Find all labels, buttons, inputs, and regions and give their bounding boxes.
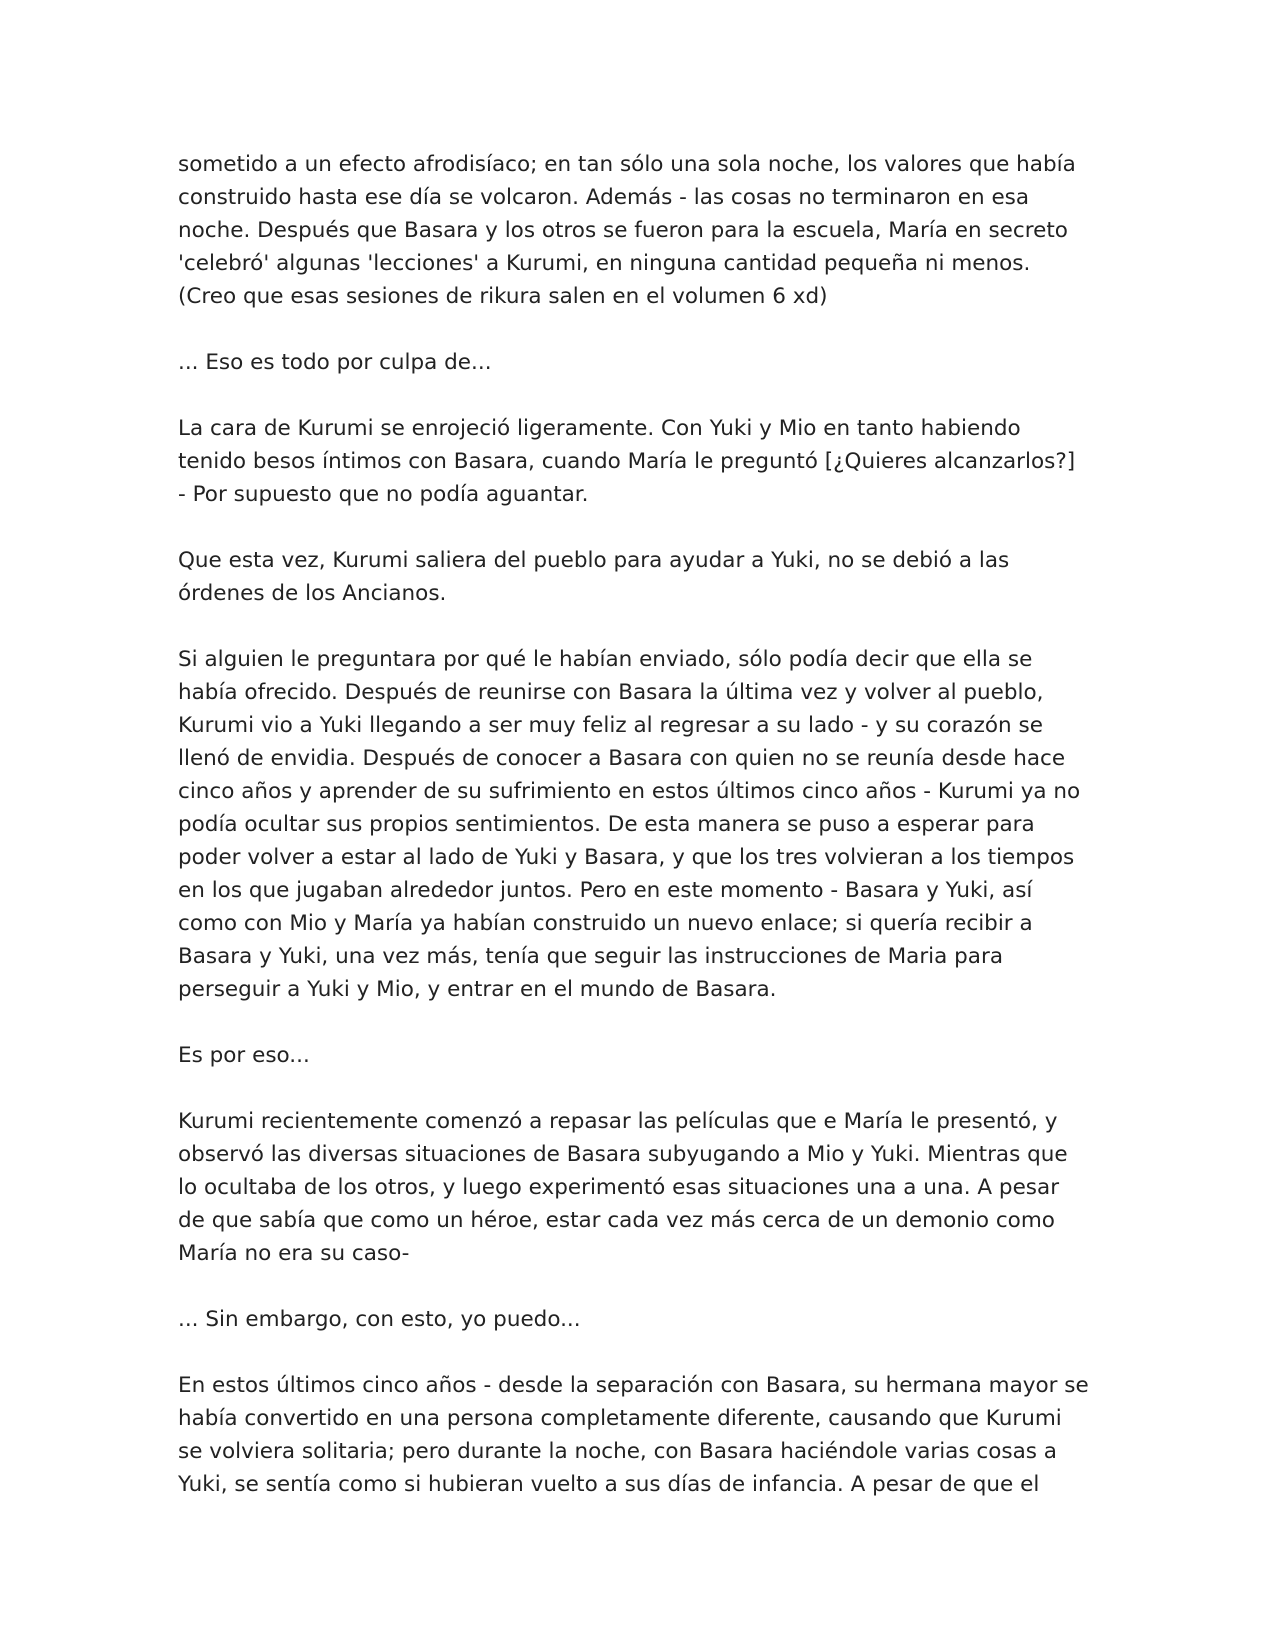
text-line: había convertido en una persona completamente diferente, causando que Kurumi — [178, 1406, 1062, 1431]
paragraph-gap — [178, 511, 1098, 544]
text-line: cinco años y aprender de su sufrimiento en estos últimos cinco años - Kurumi ya no — [178, 779, 1081, 804]
text-line: Si alguien le preguntara por qué le habían enviado, sólo podía decir que ella se — [178, 647, 1033, 672]
text-line: (Creo que esas sesiones de rikura salen en el volumen 6 xd) — [178, 284, 828, 309]
text-line: Kurumi recientemente comenzó a repasar las películas que e María le presentó, y — [178, 1109, 1058, 1134]
paragraph-gap — [178, 1006, 1098, 1039]
text-line: Basara y Yuki, una vez más, tenía que seguir las instrucciones de Maria para — [178, 944, 1003, 969]
text-line: ... Eso es todo por culpa de... — [178, 350, 492, 375]
paragraph-gap — [178, 379, 1098, 412]
text-line: llenó de envidia. Después de conocer a Basara con quien no se reunía desde hace — [178, 746, 1066, 771]
text-line: órdenes de los Ancianos. — [178, 581, 447, 606]
text-line: observó las diversas situaciones de Basara subyugando a Mio y Yuki. Mientras que — [178, 1142, 1068, 1167]
paragraph — [178, 1369, 1098, 1501]
text-line: ... Sin embargo, con esto, yo puedo... — [178, 1307, 581, 1332]
text-line: En estos últimos cinco años - desde la separación con Basara, su hermana mayor se — [178, 1373, 1089, 1398]
paragraph-gap — [178, 610, 1098, 643]
text-line: en los que jugaban alrededor juntos. Pero en este momento - Basara y Yuki, así — [178, 878, 1033, 903]
text-line: María no era su caso- — [178, 1241, 410, 1266]
paragraph — [178, 1303, 1098, 1336]
paragraph-gap — [178, 313, 1098, 346]
text-line: noche. Después que Basara y los otros se fueron para la escuela, María en secreto — [178, 218, 1068, 243]
paragraph-gap — [178, 1336, 1098, 1369]
paragraph-gap — [178, 1072, 1098, 1105]
text-line: perseguir a Yuki y Mio, y entrar en el mundo de Basara. — [178, 977, 777, 1002]
text-line: construido hasta ese día se volcaron. Además - las cosas no terminaron en esa — [178, 185, 1030, 210]
text-line: sometido a un efecto afrodisíaco; en tan sólo una sola noche, los valores que había — [178, 152, 1076, 177]
paragraph — [178, 544, 1098, 610]
paragraph — [178, 643, 1098, 1006]
text-line: poder volver a estar al lado de Yuki y Basara, y que los tres volvieran a los tiempos — [178, 845, 1075, 870]
text-line: lo ocultaba de los otros, y luego experimentó esas situaciones una a una. A pesar — [178, 1175, 1060, 1200]
document-body — [178, 148, 1098, 1501]
text-line: se volviera solitaria; pero durante la noche, con Basara haciéndole varias cosas a — [178, 1439, 1057, 1464]
paragraph-gap — [178, 1270, 1098, 1303]
text-line: tenido besos íntimos con Basara, cuando María le preguntó [¿Quieres alcanzarlos?] — [178, 449, 1076, 474]
text-line: había ofrecido. Después de reunirse con Basara la última vez y volver al pueblo, — [178, 680, 1044, 705]
paragraph — [178, 346, 1098, 379]
text-line: Que esta vez, Kurumi saliera del pueblo para ayudar a Yuki, no se debió a las — [178, 548, 1010, 573]
text-line: 'celebró' algunas 'lecciones' a Kurumi, en ninguna cantidad pequeña ni menos. — [178, 251, 1031, 276]
text-line: podía ocultar sus propios sentimientos. De esta manera se puso a esperar para — [178, 812, 1035, 837]
paragraph — [178, 1105, 1098, 1270]
text-line: La cara de Kurumi se enrojeció ligeramente. Con Yuki y Mio en tanto habiendo — [178, 416, 1021, 441]
paragraph — [178, 1039, 1098, 1072]
text-line: como con Mio y María ya habían construido un nuevo enlace; si quería recibir a — [178, 911, 1033, 936]
text-line: - Por supuesto que no podía aguantar. — [178, 482, 589, 507]
text-line: Kurumi vio a Yuki llegando a ser muy feliz al regresar a su lado - y su corazón se — [178, 713, 1043, 738]
text-line: Yuki, se sentía como si hubieran vuelto a sus días de infancia. A pesar de que el — [178, 1472, 1040, 1497]
paragraph — [178, 148, 1098, 313]
text-line: Es por eso... — [178, 1043, 310, 1068]
paragraph — [178, 412, 1098, 511]
text-line: de que sabía que como un héroe, estar cada vez más cerca de un demonio como — [178, 1208, 1055, 1233]
